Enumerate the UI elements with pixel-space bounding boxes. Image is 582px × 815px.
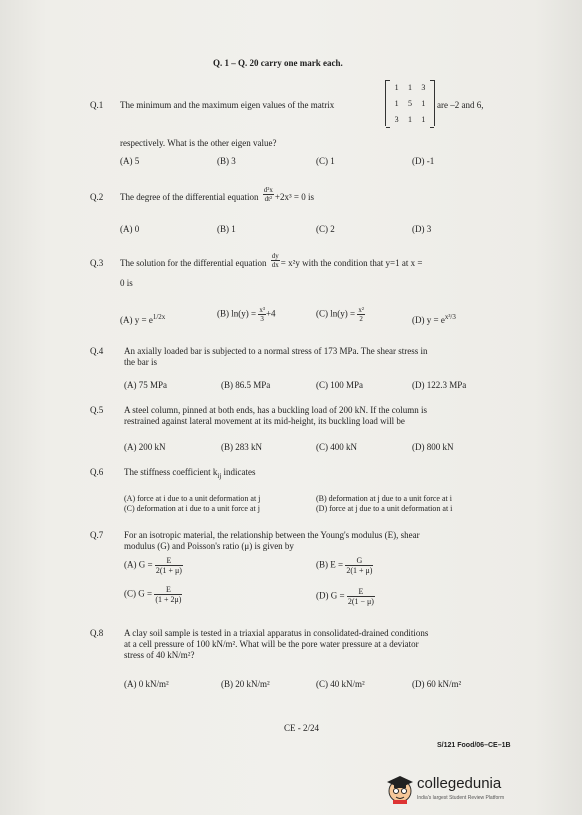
graduate-cap-icon xyxy=(385,773,415,805)
logo-wordmark: collegedunia xyxy=(417,775,502,792)
q8-option-a[interactable]: (A) 0 kN/m² xyxy=(124,679,169,689)
q1-text: The minimum and the maximum eigen values of the matrix xyxy=(120,100,335,110)
q2-option-b[interactable]: (B) 1 xyxy=(217,224,236,234)
q3-option-b[interactable]: (B) ln(y) = $\frac{\text{x³}}{3}$ +4 xyxy=(217,306,276,323)
q8-option-d[interactable]: (D) 60 kN/m² xyxy=(412,679,462,689)
q8-option-c[interactable]: (C) 40 kN/m² xyxy=(316,679,365,689)
q3-text-c: 0 is xyxy=(120,278,133,288)
q6-option-b[interactable]: (B) deformation at j due to a unit force at i xyxy=(316,494,452,503)
q7-text: For an isotropic material, the relationship between the Young's modulus (E), shear xyxy=(124,530,420,540)
q2-number: Q.2 xyxy=(90,192,104,202)
q1-text-b: are –2 and 6, xyxy=(437,100,484,110)
q4-text-b: the bar is xyxy=(124,357,157,367)
q8-text-c: stress of 40 kN/m²? xyxy=(124,650,195,660)
q7-number: Q.7 xyxy=(90,530,104,540)
q3-number: Q.3 xyxy=(90,258,104,268)
q5-option-a[interactable]: (A) 200 kN xyxy=(124,442,166,452)
q6-option-c[interactable]: (C) deformation at i due to a unit force at j xyxy=(124,504,260,513)
q4-option-d[interactable]: (D) 122.3 MPa xyxy=(412,380,467,390)
q4-text: An axially loaded bar is subjected to a normal stress of 173 MPa. The shear stress in xyxy=(124,346,428,356)
q1-option-b[interactable]: (B) 3 xyxy=(217,156,236,166)
paper-code: S/121 Food/06–CE–1B xyxy=(437,742,511,749)
q8-text-b: at a cell pressure of 100 kN/m². What will be the pore water pressure at a deviator xyxy=(124,639,419,649)
q3-option-d[interactable]: (D) $y = e^{x^3/3}$ xyxy=(412,313,456,325)
q4-option-a[interactable]: (A) 75 MPa xyxy=(124,380,167,390)
q3-option-c[interactable]: (C) ln(y) = $\frac{\text{x²}}{2}$ xyxy=(316,306,364,323)
q3-text: The solution for the differential equation $\frac{dy}{dx}$ = x²y with the condition that y=1 at x = xyxy=(120,252,423,270)
q5-text-b: restrained against lateral movement at its mid-height, its buckling load will be xyxy=(124,416,405,426)
q5-option-b[interactable]: (B) 283 kN xyxy=(221,442,262,452)
q2-option-d[interactable]: (D) 3 xyxy=(412,224,432,234)
q1-option-a[interactable]: (A) 5 xyxy=(120,156,140,166)
collegedunia-logo[interactable] xyxy=(385,773,515,807)
q1-number: Q.1 xyxy=(90,100,104,110)
q3-option-a[interactable]: (A) $y = e^{1/2x}$ xyxy=(120,313,166,325)
q2-option-c[interactable]: (C) 2 xyxy=(316,224,335,234)
q5-text: A steel column, pinned at both ends, has a buckling load of 200 kN. If the column is xyxy=(124,405,427,415)
q8-option-b[interactable]: (B) 20 kN/m² xyxy=(221,679,270,689)
q6-text: The stiffness coefficient $k_{ij}$ indicates xyxy=(124,467,256,480)
q1-option-d[interactable]: (D) -1 xyxy=(412,156,435,166)
q8-number: Q.8 xyxy=(90,628,104,638)
section-header: Q. 1 – Q. 20 carry one mark each. xyxy=(213,58,343,68)
q1-matrix: 1 1 3 1 5 1 3 1 1 xyxy=(385,80,435,126)
q7-option-d[interactable]: (D) G = $\frac{E}{2(1 - \mu)}$ xyxy=(316,587,374,606)
q2-option-a[interactable]: (A) 0 xyxy=(120,224,140,234)
q1-text-c: respectively. What is the other eigen value? xyxy=(120,138,277,148)
q4-option-c[interactable]: (C) 100 MPa xyxy=(316,380,363,390)
q8-text: A clay soil sample is tested in a triaxial apparatus in consolidated-drained conditions xyxy=(124,628,429,638)
q5-option-d[interactable]: (D) 800 kN xyxy=(412,442,454,452)
q2-text: The degree of the differential equation $\frac{\text{d²x}}{\text{dt²}}$ +2x³ = 0 is xyxy=(120,186,314,204)
q4-option-b[interactable]: (B) 86.5 MPa xyxy=(221,380,271,390)
q4-number: Q.4 xyxy=(90,346,104,356)
q7-option-a[interactable]: (A) G = $\frac{E}{2(1 + \mu)}$ xyxy=(124,556,182,575)
q6-number: Q.6 xyxy=(90,467,104,477)
q6-option-a[interactable]: (A) force at i due to a unit deformation at j xyxy=(124,494,261,503)
q7-option-b[interactable]: (B) E = $\frac{G}{2(1 + \mu)}$ xyxy=(316,556,373,575)
page-number: CE - 2/24 xyxy=(284,723,319,733)
q7-text-b: modulus (G) and Poisson's ratio (μ) is given by xyxy=(124,541,294,551)
q7-option-c[interactable]: (C) G = $\frac{E}{(1 + 2\mu)}$ xyxy=(124,585,182,604)
q1-option-c[interactable]: (C) 1 xyxy=(316,156,335,166)
logo-tagline: India's largest Student Review Platform xyxy=(417,795,505,801)
q6-option-d[interactable]: (D) force at j due to a unit deformation at i xyxy=(316,504,453,513)
q5-option-c[interactable]: (C) 400 kN xyxy=(316,442,357,452)
q5-number: Q.5 xyxy=(90,405,104,415)
